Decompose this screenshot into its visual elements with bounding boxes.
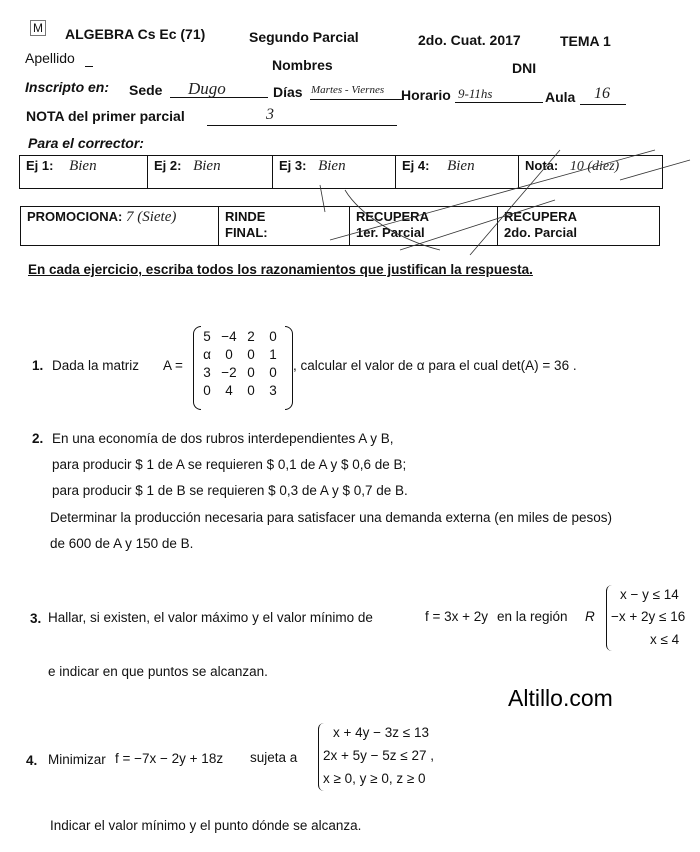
ex2-line-3: para producir $ 1 de B se requieren $ 0,3 de A y $ 0,7 de B. xyxy=(52,483,408,498)
ex3-constraint-3: x ≤ 4 xyxy=(650,632,680,647)
ej4-label: Ej 4: xyxy=(402,158,430,173)
ex2-line-4: Determinar la producción necesaria para satisfacer una demanda externa (en miles de pesos) xyxy=(50,510,613,525)
ej3-cell xyxy=(273,156,396,189)
matrix-cell: 0 xyxy=(247,364,255,380)
watermark: Altillo.com xyxy=(508,685,613,711)
rinde-label-1: RINDE xyxy=(225,209,266,224)
ex1-a-equals: A = xyxy=(163,358,183,373)
matrix-cell: 4 xyxy=(225,382,233,398)
matrix-cell: 0 xyxy=(247,382,255,398)
ex3-function: f = 3x + 2y xyxy=(425,609,489,624)
ex3-text: Hallar, si existen, el valor máximo y el valor mínimo de xyxy=(48,610,373,625)
recupera1-label-1: RECUPERA xyxy=(356,209,429,224)
sede-label: Sede xyxy=(129,82,163,98)
matrix-cell: 0 xyxy=(225,346,233,362)
ex2-line-5: de 600 de A y 150 de B. xyxy=(50,536,194,551)
ex3-region: en la región xyxy=(497,609,568,624)
matrix-cell: 0 xyxy=(203,382,211,398)
promociona-handwritten: 7 (Siete) xyxy=(125,209,177,225)
ej3-label: Ej 3: xyxy=(279,158,307,173)
ex3-line-2: e indicar en que puntos se alcanzan. xyxy=(48,664,268,679)
promociona-cell xyxy=(21,207,219,246)
rinde-label-2: FINAL: xyxy=(225,225,268,240)
ex3-constraint-2: −x + 2y ≤ 16 xyxy=(611,609,686,624)
ex2-number: 2. xyxy=(32,431,44,446)
nota-label: Nota: xyxy=(525,158,559,173)
matrix-cell: 0 xyxy=(269,328,277,344)
exam-name: Segundo Parcial xyxy=(249,29,359,45)
ex3-region-name: R xyxy=(585,609,595,624)
corner-mark: M xyxy=(30,20,46,36)
recupera2-label-1: RECUPERA xyxy=(504,209,577,224)
ej4-handwritten: Bien xyxy=(447,158,475,174)
apellido-line xyxy=(85,52,93,67)
course-title: ALGEBRA Cs Ec (71) xyxy=(65,26,206,42)
dias-handwritten: Martes - Viernes xyxy=(311,84,385,96)
ex4-text: Minimizar xyxy=(48,752,106,767)
matrix-cell: 1 xyxy=(269,346,277,362)
ex1-text: Dada la matriz xyxy=(52,358,140,373)
matrix-cell: α xyxy=(203,346,211,362)
ej2-label: Ej 2: xyxy=(154,158,182,173)
sede-handwritten: Dugo xyxy=(188,79,226,98)
nota-handwritten: 10 (diez) xyxy=(569,159,620,174)
matrix-cell: −2 xyxy=(221,364,237,380)
ex1-number: 1. xyxy=(32,358,44,373)
ex2-line-1: En una economía de dos rubros interdependientes A y B, xyxy=(52,431,394,446)
term: 2do. Cuat. 2017 xyxy=(418,32,521,48)
instruction: En cada ejercicio, escriba todos los razonamientos que justifican la respuesta. xyxy=(28,262,533,277)
matrix-cell: 0 xyxy=(269,364,277,380)
grades-table xyxy=(19,155,663,189)
promociona-label: PROMOCIONA: xyxy=(27,209,123,224)
recupera2-label-2: 2do. Parcial xyxy=(504,225,577,240)
matrix-cell: 5 xyxy=(203,328,211,344)
matrix-cell: 0 xyxy=(247,346,255,362)
ex4-constraint-1: x + 4y − 3z ≤ 13 xyxy=(333,725,429,740)
result-table xyxy=(20,206,660,246)
inscripto-label: Inscripto en: xyxy=(25,79,110,95)
ex4-function: f = −7x − 2y + 18z xyxy=(115,751,224,766)
matrix-cell: −4 xyxy=(221,328,237,344)
aula-label: Aula xyxy=(545,89,576,105)
ej2-cell xyxy=(148,156,273,189)
ej1-label: Ej 1: xyxy=(26,158,54,173)
tema: TEMA 1 xyxy=(560,33,611,49)
nota-cell xyxy=(519,156,663,189)
recupera2-cell xyxy=(498,207,660,246)
ej1-cell xyxy=(20,156,148,189)
ej1-handwritten: Bien xyxy=(69,158,97,174)
nota-primer-handwritten: 3 xyxy=(266,106,274,123)
dni-label: DNI xyxy=(512,60,537,76)
aula-handwritten: 16 xyxy=(594,85,610,102)
rinde-cell xyxy=(219,207,350,246)
ex3-constraint-1: x − y ≤ 14 xyxy=(620,587,679,602)
matrix-cell: 3 xyxy=(269,382,277,398)
matrix-cell: 2 xyxy=(247,328,255,344)
ej2-handwritten: Bien xyxy=(193,158,221,174)
nota-primer-label: NOTA del primer parcial xyxy=(26,108,185,124)
horario-handwritten: 9-11hs xyxy=(458,86,493,101)
matrix-right-paren xyxy=(285,326,293,410)
ex3-number: 3. xyxy=(30,611,42,626)
ex4-constraint-3: x ≥ 0, y ≥ 0, z ≥ 0 xyxy=(323,771,426,786)
apellido-label: Apellido xyxy=(25,50,75,66)
recupera1-cell xyxy=(350,207,498,246)
ex2-line-2: para producir $ 1 de A se requieren $ 0,1 de A y $ 0,6 de B; xyxy=(52,457,407,472)
dias-label: Días xyxy=(273,84,303,100)
nota-primer-line xyxy=(207,111,397,126)
matrix-cell: 3 xyxy=(203,364,211,380)
corrector-title: Para el corrector: xyxy=(28,135,144,151)
horario-label: Horario xyxy=(401,87,451,103)
recupera1-label-2: 1er. Parcial xyxy=(356,225,425,240)
matrix xyxy=(196,327,284,399)
ex4-number: 4. xyxy=(26,753,38,768)
ej3-handwritten: Bien xyxy=(318,158,346,174)
ex4-line-2: Indicar el valor mínimo y el punto dónde se alcanza. xyxy=(50,818,362,833)
nombres-label: Nombres xyxy=(272,57,333,73)
ex4-constraint-2: 2x + 5y − 5z ≤ 27 , xyxy=(323,748,434,763)
ej4-cell xyxy=(396,156,519,189)
ex1-tail: , calcular el valor de α para el cual det(A) = 36 . xyxy=(293,358,577,373)
ex4-sujeta: sujeta a xyxy=(250,750,298,765)
